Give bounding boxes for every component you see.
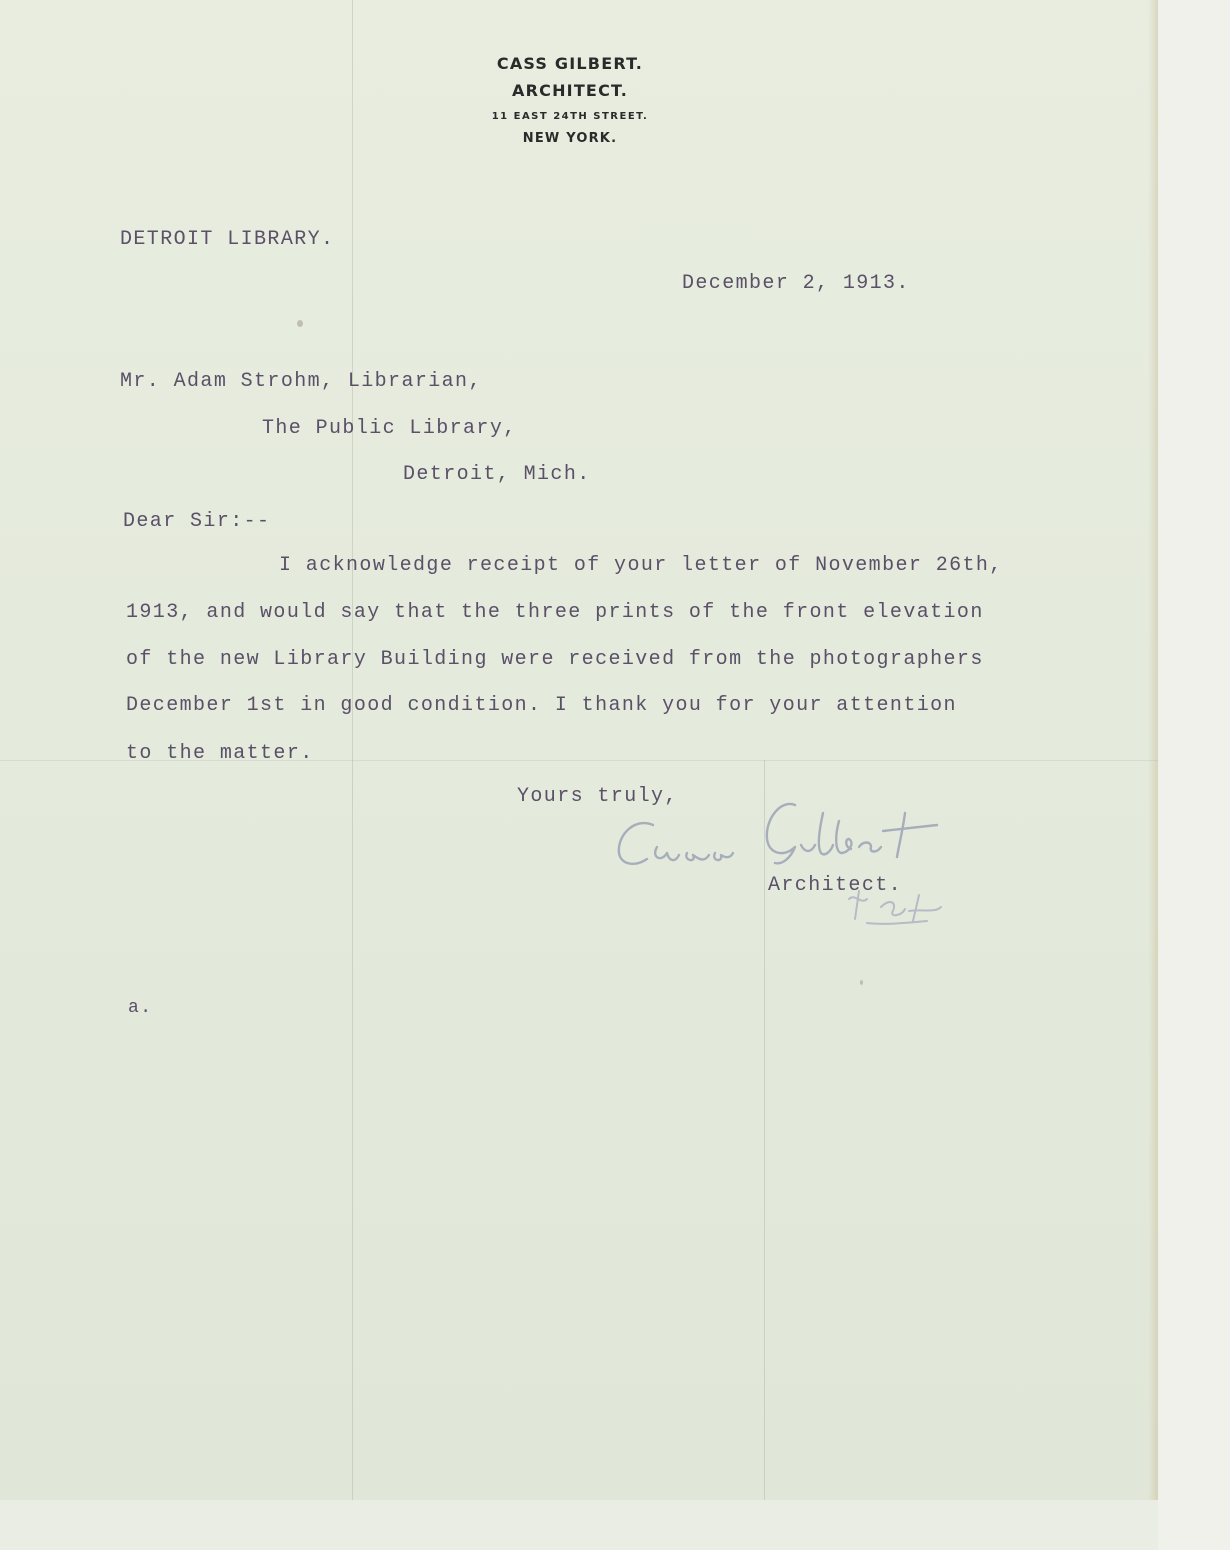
body-line: December 1st in good condition. I thank you for your attention: [126, 694, 957, 717]
body-line: 1913, and would say that the three prints of the front elevation: [126, 601, 984, 624]
paper-spot: [860, 980, 863, 985]
letter-date: December 2, 1913.: [682, 272, 910, 295]
scan-margin-bottom: [0, 1500, 1158, 1550]
body-line: I acknowledge receipt of your letter of November 26th,: [279, 554, 1003, 577]
closing: Yours truly,: [517, 785, 678, 808]
typist-initial: a.: [128, 998, 153, 1018]
letterhead-city: NEW YORK.: [522, 131, 618, 146]
body-line: to the matter.: [126, 742, 314, 765]
letterhead-street: 11 EAST 24TH STREET.: [491, 111, 649, 122]
recipient-name: Mr. Adam Strohm, Librarian,: [120, 370, 482, 393]
paper-spot: [297, 320, 303, 327]
body-line: of the new Library Building were received from the photographers: [126, 648, 984, 671]
fold-crease: [352, 0, 353, 1500]
signer-title: Architect.: [768, 874, 903, 897]
recipient-city: Detroit, Mich.: [403, 463, 591, 486]
letterhead-title: ARCHITECT.: [512, 81, 628, 100]
salutation: Dear Sir:--: [123, 510, 271, 533]
subject-line: DETROIT LIBRARY.: [120, 228, 335, 251]
scan-margin-right: [1158, 0, 1230, 1550]
recipient-org: The Public Library,: [262, 417, 517, 440]
letterhead-name: CASS GILBERT.: [496, 54, 644, 73]
